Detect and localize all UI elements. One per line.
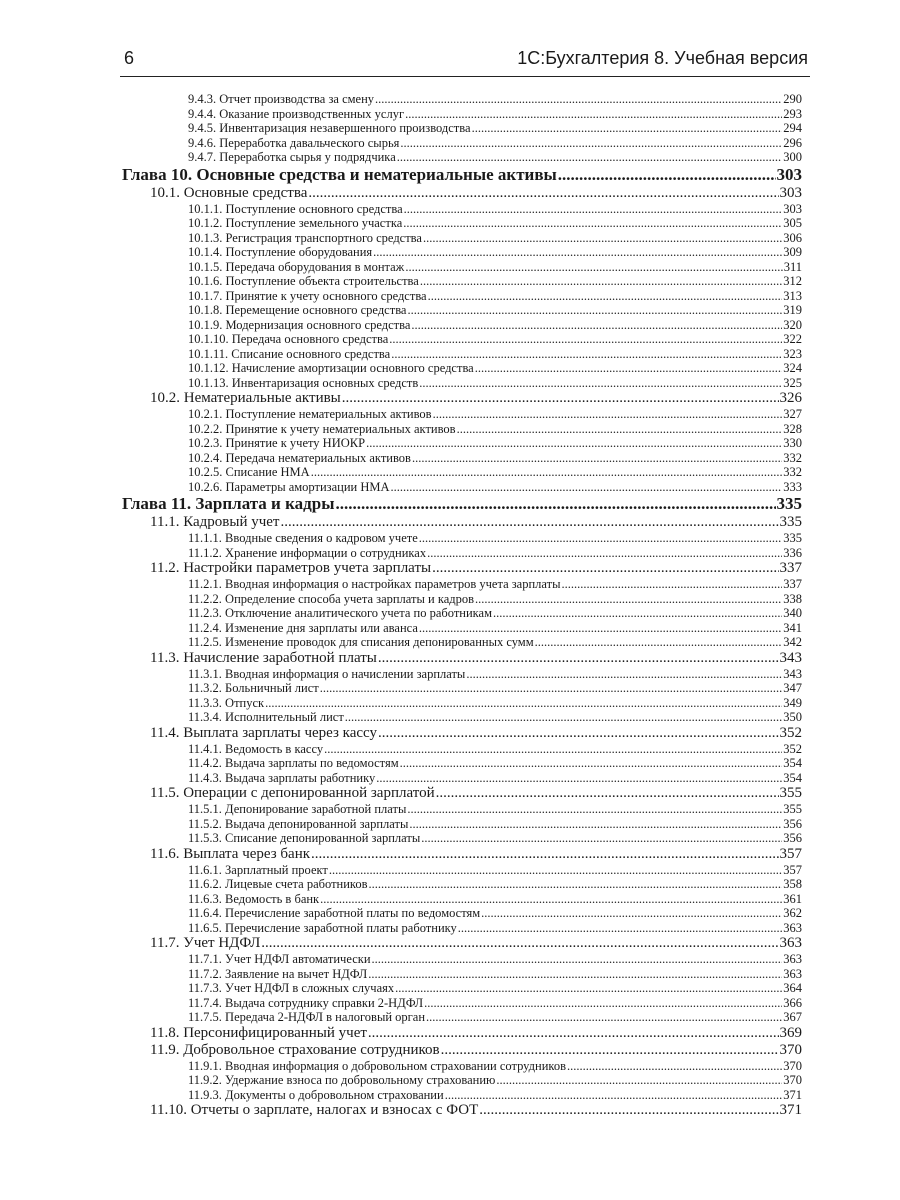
toc-entry-page: 340 [783, 606, 802, 620]
toc-entry-page: 355 [779, 785, 802, 801]
toc-section [150, 935, 802, 952]
toc-subsection [188, 996, 802, 1011]
toc-leader-dots [441, 1042, 779, 1059]
toc-chapter [122, 165, 802, 185]
toc-subsection [188, 480, 802, 495]
toc-subsection [188, 921, 802, 936]
toc-entry-page: 364 [783, 981, 802, 995]
toc-leader-dots [562, 577, 783, 592]
toc-section [150, 1042, 802, 1059]
toc-entry-title: Глава 10. Основные средства и нематериальные активы [122, 164, 557, 184]
toc-subsection [188, 710, 802, 725]
toc-leader-dots [428, 289, 783, 304]
toc-section [150, 785, 802, 802]
toc-leader-dots [378, 650, 779, 667]
toc-entry-page: 363 [779, 935, 802, 951]
toc-entry-title: 11.7.1. Учет НДФЛ автоматически [188, 952, 371, 966]
toc-entry-page: 350 [783, 710, 802, 724]
toc-entry-title: 10.1.4. Поступление оборудования [188, 245, 373, 259]
toc-entry-title: 11.3.4. Исполнительный лист [188, 710, 344, 724]
toc-entry-page: 352 [783, 741, 802, 756]
toc-chapter [122, 494, 802, 514]
toc-leader-dots [311, 465, 783, 480]
toc-entry-page: 371 [779, 1102, 802, 1118]
toc-subsection [188, 92, 802, 107]
toc-entry-title: 11.7.5. Передача 2-НДФЛ в налоговый орган [188, 1010, 426, 1024]
toc-entry-page: 356 [783, 831, 802, 845]
toc-leader-dots [457, 422, 783, 437]
toc-entry-title: 11.6. Выплата через банк [150, 845, 311, 862]
toc-entry-title: 10.1.5. Передача оборудования в монтаж [188, 259, 405, 274]
toc-leader-dots [412, 451, 782, 466]
toc-leader-dots [345, 710, 782, 725]
toc-entry-page: 363 [783, 920, 802, 935]
toc-entry-page: 354 [783, 770, 802, 785]
toc-subsection [188, 451, 802, 466]
toc-entry-title: 10.2.2. Принятие к учету нематериальных активов [188, 421, 456, 436]
toc-entry-page: 356 [783, 816, 802, 831]
toc-entry-title: 11.4.2. Выдача зарплаты по ведомостям [188, 756, 399, 770]
toc-entry-page: 312 [783, 274, 802, 288]
toc-entry-title: 11.1.2. Хранение информации о сотрудниках [188, 545, 427, 560]
toc-entry-title: 11.2. Настройки параметров учета зарплаты [150, 560, 432, 576]
toc-subsection [188, 817, 802, 832]
toc-leader-dots [419, 621, 782, 636]
toc-subsection [188, 332, 802, 347]
toc-leader-dots [320, 892, 782, 907]
toc-entry-title: 11.6.3. Ведомость в банк [188, 891, 320, 906]
toc-leader-dots [397, 150, 783, 165]
toc-entry-page: 337 [783, 577, 802, 591]
toc-entry-page: 338 [783, 591, 802, 606]
toc-leader-dots [496, 1073, 782, 1088]
toc-entry-page: 343 [783, 666, 802, 681]
toc-leader-dots [368, 967, 782, 982]
page-number: 6 [124, 48, 135, 68]
toc-subsection [188, 831, 802, 846]
toc-entry-title: 11.4. Выплата зарплаты через кассу [150, 724, 378, 741]
toc-leader-dots [403, 216, 782, 231]
toc-entry-page: 309 [783, 245, 802, 259]
toc-entry-page: 355 [783, 802, 802, 816]
toc-subsection [188, 621, 802, 636]
toc-entry-page: 303 [779, 184, 802, 201]
toc-entry-page: 300 [783, 150, 802, 164]
toc-entry-title: 11.1. Кадровый учет [150, 514, 280, 530]
toc-entry-title: 11.6.1. Зарплатный проект [188, 862, 328, 877]
toc-entry-title: 11.7.3. Учет НДФЛ в сложных случаях [188, 981, 395, 995]
toc-entry-page: 326 [779, 390, 802, 406]
toc-section [150, 514, 802, 531]
toc-subsection [188, 465, 802, 480]
toc-leader-dots [281, 514, 779, 531]
toc-entry-title: 11.3. Начисление заработной платы [150, 649, 377, 666]
toc-entry-title: 11.5.2. Выдача депонированной зарплаты [188, 816, 409, 831]
toc-subsection [188, 906, 802, 921]
toc-leader-dots [376, 771, 782, 786]
toc-section [150, 1025, 802, 1042]
toc-leader-dots [423, 231, 782, 246]
toc-leader-dots [329, 863, 782, 878]
toc-entry-page: 332 [783, 465, 802, 479]
toc-entry-title: 11.2.4. Изменение дня зарплаты или аванса [188, 620, 418, 635]
toc-leader-dots [475, 361, 783, 376]
toc-leader-dots [479, 1102, 778, 1119]
page-header [120, 44, 810, 77]
toc-entry-title: 11.3.2. Больничный лист [188, 681, 319, 695]
toc-entry-title: 11.7. Учет НДФЛ [150, 935, 261, 951]
toc-entry-page: 362 [783, 906, 802, 920]
toc-entry-page: 363 [783, 966, 802, 981]
toc-leader-dots [427, 546, 782, 561]
toc-entry-title: 11.3.1. Вводная информация о начислении зарплаты [188, 666, 466, 681]
toc-subsection [188, 216, 802, 231]
toc-leader-dots [407, 303, 782, 318]
toc-subsection [188, 967, 802, 982]
toc-entry-title: 11.1.1. Вводные сведения о кадровом учете [188, 531, 418, 545]
toc-subsection [188, 150, 802, 165]
toc-leader-dots [378, 725, 778, 742]
toc-entry-page: 352 [779, 724, 802, 741]
toc-entry-title: 10.1.7. Принятие к учету основного средства [188, 288, 427, 303]
toc-entry-title: 11.7.4. Выдача сотруднику справки 2-НДФЛ [188, 995, 424, 1010]
book-title: 1С:Бухгалтерия 8. Учебная версия [517, 48, 808, 68]
toc-entry-page: 363 [783, 952, 802, 966]
toc-entry-title: 10.1.12. Начисление амортизации основного средства [188, 361, 474, 375]
toc-entry-page: 319 [783, 303, 802, 317]
toc-entry-title: 9.4.5. Инвентаризация незавершенного производства [188, 121, 471, 135]
toc-leader-dots [391, 347, 782, 362]
toc-leader-dots [391, 480, 783, 495]
toc-entry-page: 324 [783, 361, 802, 375]
toc-leader-dots [493, 606, 782, 621]
toc-entry-title: 11.9.3. Документы о добровольном страховании [188, 1087, 444, 1102]
toc-entry-title: 10.1.13. Инвентаризация основных средств [188, 375, 419, 390]
toc-subsection [188, 376, 802, 391]
toc-entry-page: 320 [783, 317, 802, 332]
toc-entry-page: 335 [783, 531, 802, 545]
toc-leader-dots [366, 436, 782, 451]
toc-entry-title: 10.1.11. Списание основного средства [188, 346, 391, 361]
toc-subsection [188, 981, 802, 996]
toc-subsection [188, 667, 802, 682]
toc-entry-page: 325 [783, 375, 802, 390]
toc-entry-title: 11.10. Отчеты о зарплате, налогах и взносах с ФОТ [150, 1102, 479, 1118]
toc-entry-title: 11.5.3. Списание депонированной зарплаты [188, 831, 421, 845]
toc-entry-title: 11.3.3. Отпуск [188, 695, 265, 710]
toc-entry-title: 11.9.2. Удержание взноса по добровольному страхованию [188, 1073, 496, 1087]
toc-entry-page: 337 [779, 560, 802, 576]
toc-leader-dots [419, 531, 783, 546]
toc-leader-dots [368, 1025, 779, 1042]
toc-entry-page: 290 [783, 92, 802, 106]
toc-entry-page: 370 [783, 1073, 802, 1087]
toc-entry-title: 10.1.1. Поступление основного средства [188, 201, 403, 216]
toc-subsection [188, 274, 802, 289]
toc-entry-page: 311 [783, 259, 802, 274]
toc-subsection [188, 531, 802, 546]
toc-entry-page: 296 [783, 135, 802, 150]
toc-entry-page: 347 [783, 681, 802, 695]
toc-subsection [188, 802, 802, 817]
toc-subsection [188, 407, 802, 422]
toc-leader-dots [432, 560, 778, 577]
toc-entry-page: 335 [776, 494, 802, 513]
toc-leader-dots [409, 817, 782, 832]
toc-entry-page: 341 [783, 620, 802, 635]
toc-leader-dots [475, 592, 782, 607]
toc-subsection [188, 361, 802, 376]
toc-entry-title: 10.2. Нематериальные активы [150, 390, 341, 406]
toc-entry-title: 10.2.6. Параметры амортизации НМА [188, 479, 390, 494]
toc-leader-dots [400, 136, 782, 151]
toc-subsection [188, 422, 802, 437]
toc-leader-dots [335, 494, 775, 514]
toc-entry-page: 369 [779, 1024, 802, 1041]
toc-section [150, 560, 802, 577]
toc-subsection [188, 756, 802, 771]
toc-subsection [188, 245, 802, 260]
toc-entry-title: 10.1.2. Поступление земельного участка [188, 216, 403, 230]
toc-leader-dots [400, 756, 783, 771]
toc-entry-title: 10.1. Основные средства [150, 184, 308, 201]
toc-entry-title: 11.2.2. Определение способа учета зарплаты и кадров [188, 591, 475, 606]
toc-entry-page: 357 [779, 845, 802, 862]
toc-subsection [188, 318, 802, 333]
toc-subsection [188, 1059, 802, 1074]
toc-leader-dots [405, 260, 782, 275]
toc-leader-dots [481, 906, 782, 921]
toc-subsection [188, 289, 802, 304]
toc-entry-page: 358 [783, 877, 802, 891]
toc-entry-page: 303 [776, 164, 802, 184]
toc-entry-title: 11.9. Добровольное страхование сотрудников [150, 1041, 440, 1058]
toc-entry-title: 10.2.4. Передача нематериальных активов [188, 450, 411, 465]
toc-entry-page: 293 [783, 106, 802, 121]
toc-entry-page: 322 [783, 332, 802, 346]
toc-section [150, 846, 802, 863]
toc-entry-page: 332 [783, 450, 802, 465]
toc-leader-dots [407, 802, 782, 817]
toc-leader-dots [558, 165, 776, 185]
toc-entry-page: 370 [779, 1041, 802, 1058]
toc-entry-page: 327 [783, 407, 802, 421]
toc-subsection [188, 231, 802, 246]
toc-entry-title: 9.4.7. Переработка сырья у подрядчика [188, 150, 396, 164]
toc-leader-dots [404, 202, 783, 217]
toc-entry-page: 313 [783, 288, 802, 303]
toc-leader-dots [342, 390, 779, 407]
toc-subsection [188, 136, 802, 151]
toc-entry-page: 328 [783, 421, 802, 436]
toc-entry-page: 330 [783, 436, 802, 450]
toc-entry-title: 11.4.1. Ведомость в кассу [188, 741, 324, 756]
toc-subsection [188, 121, 802, 136]
toc-entry-title: 10.2.1. Поступление нематериальных активов [188, 407, 432, 421]
toc-entry-title: 11.7.2. Заявление на вычет НДФЛ [188, 966, 368, 981]
toc-leader-dots [389, 332, 782, 347]
toc-subsection [188, 107, 802, 122]
toc-entry-page: 361 [783, 891, 802, 906]
toc-entry-page: 367 [783, 1010, 802, 1024]
toc-entry-title: 11.8. Персонифицированный учет [150, 1024, 367, 1041]
toc-entry-title: 10.2.5. Списание НМА [188, 465, 310, 479]
toc-entry-page: 343 [779, 649, 802, 666]
toc-entry-title: 10.1.3. Регистрация транспортного средства [188, 230, 422, 245]
toc-leader-dots [320, 681, 783, 696]
toc-leader-dots [458, 921, 782, 936]
toc-entry-title: 11.4.3. Выдача зарплаты работнику [188, 770, 376, 785]
toc-leader-dots [567, 1059, 782, 1074]
toc-leader-dots [261, 935, 778, 952]
toc-entry-title: 9.4.4. Оказание производственных услуг [188, 106, 405, 121]
toc-subsection [188, 202, 802, 217]
toc-entry-page: 349 [783, 695, 802, 710]
toc-entry-page: 306 [783, 230, 802, 245]
toc-leader-dots [426, 1010, 782, 1025]
toc-leader-dots [308, 185, 778, 202]
toc-subsection [188, 606, 802, 621]
toc-entry-page: 335 [779, 514, 802, 530]
toc-leader-dots [411, 318, 782, 333]
toc-subsection [188, 260, 802, 275]
toc-entry-title: 11.5. Операции с депонированной зарплатой [150, 785, 435, 801]
toc-subsection [188, 681, 802, 696]
toc-entry-page: 354 [783, 756, 802, 770]
toc-leader-dots [433, 407, 783, 422]
toc-subsection [188, 635, 802, 650]
toc-entry-title: 11.5.1. Депонирование заработной платы [188, 802, 407, 816]
toc-leader-dots [311, 846, 778, 863]
toc-entry-page: 370 [783, 1058, 802, 1073]
toc-subsection [188, 952, 802, 967]
toc-subsection [188, 1088, 802, 1103]
toc-leader-dots [369, 877, 783, 892]
toc-entry-page: 342 [783, 635, 802, 649]
toc-entry-page: 333 [783, 479, 802, 494]
toc-entry-title: 9.4.6. Переработка давальческого сырья [188, 135, 400, 150]
toc-entry-title: 10.1.6. Поступление объекта строительства [188, 274, 419, 288]
toc-subsection [188, 742, 802, 757]
toc-entry-title: 10.2.3. Принятие к учету НИОКР [188, 436, 366, 450]
toc-leader-dots [265, 696, 782, 711]
toc-leader-dots [535, 635, 783, 650]
toc-subsection [188, 696, 802, 711]
toc-leader-dots [466, 667, 782, 682]
toc-section [150, 1102, 802, 1119]
toc-subsection [188, 892, 802, 907]
toc-entry-title: 11.2.5. Изменение проводок для списания депонированных сумм [188, 635, 534, 649]
toc-entry-page: 336 [783, 545, 802, 560]
toc-leader-dots [419, 376, 782, 391]
toc-subsection [188, 546, 802, 561]
toc-subsection [188, 303, 802, 318]
toc-entry-title: 11.6.2. Лицевые счета работников [188, 877, 368, 891]
toc-leader-dots [324, 742, 782, 757]
toc-section [150, 185, 802, 202]
toc-subsection [188, 863, 802, 878]
toc-entry-title: 10.1.9. Модернизация основного средства [188, 317, 411, 332]
toc-entry-page: 294 [783, 121, 802, 135]
toc-entry-title: 11.2.1. Вводная информация о настройках параметров учета зарплаты [188, 577, 561, 591]
toc-subsection [188, 1073, 802, 1088]
toc-leader-dots [405, 107, 782, 122]
toc-leader-dots [372, 952, 783, 967]
toc-subsection [188, 771, 802, 786]
toc-leader-dots [424, 996, 782, 1011]
toc-leader-dots [445, 1088, 783, 1103]
toc-subsection [188, 347, 802, 362]
toc-entry-title: 10.1.10. Передача основного средства [188, 332, 389, 346]
toc-subsection [188, 592, 802, 607]
toc-section [150, 650, 802, 667]
toc-leader-dots [421, 831, 782, 846]
toc-entry-page: 323 [783, 346, 802, 361]
toc-leader-dots [373, 245, 782, 260]
toc-entry-page: 366 [783, 995, 802, 1010]
toc-entry-page: 357 [783, 862, 802, 877]
toc-entry-page: 303 [783, 201, 802, 216]
toc-entry-title: Глава 11. Зарплата и кадры [122, 494, 335, 513]
toc-section [150, 725, 802, 742]
toc-entry-title: 11.6.5. Перечисление заработной платы работнику [188, 920, 457, 935]
toc-entry-title: 9.4.3. Отчет производства за смену [188, 92, 375, 106]
toc-entry-page: 371 [783, 1087, 802, 1102]
toc-subsection [188, 877, 802, 892]
toc-section [150, 390, 802, 407]
toc-entry-title: 11.6.4. Перечисление заработной платы по ведомостям [188, 906, 481, 920]
toc-leader-dots [420, 274, 782, 289]
toc-leader-dots [436, 785, 779, 802]
toc-subsection [188, 577, 802, 592]
toc-entry-title: 10.1.8. Перемещение основного средства [188, 303, 407, 317]
toc-subsection [188, 436, 802, 451]
toc-leader-dots [395, 981, 782, 996]
toc-entry-title: 11.2.3. Отключение аналитического учета по работникам [188, 606, 492, 620]
toc-entry-title: 11.9.1. Вводная информация о добровольном страховании сотрудников [188, 1058, 566, 1073]
toc-subsection [188, 1010, 802, 1025]
toc-entry-page: 305 [783, 216, 802, 230]
toc-leader-dots [375, 92, 782, 107]
toc-leader-dots [472, 121, 783, 136]
